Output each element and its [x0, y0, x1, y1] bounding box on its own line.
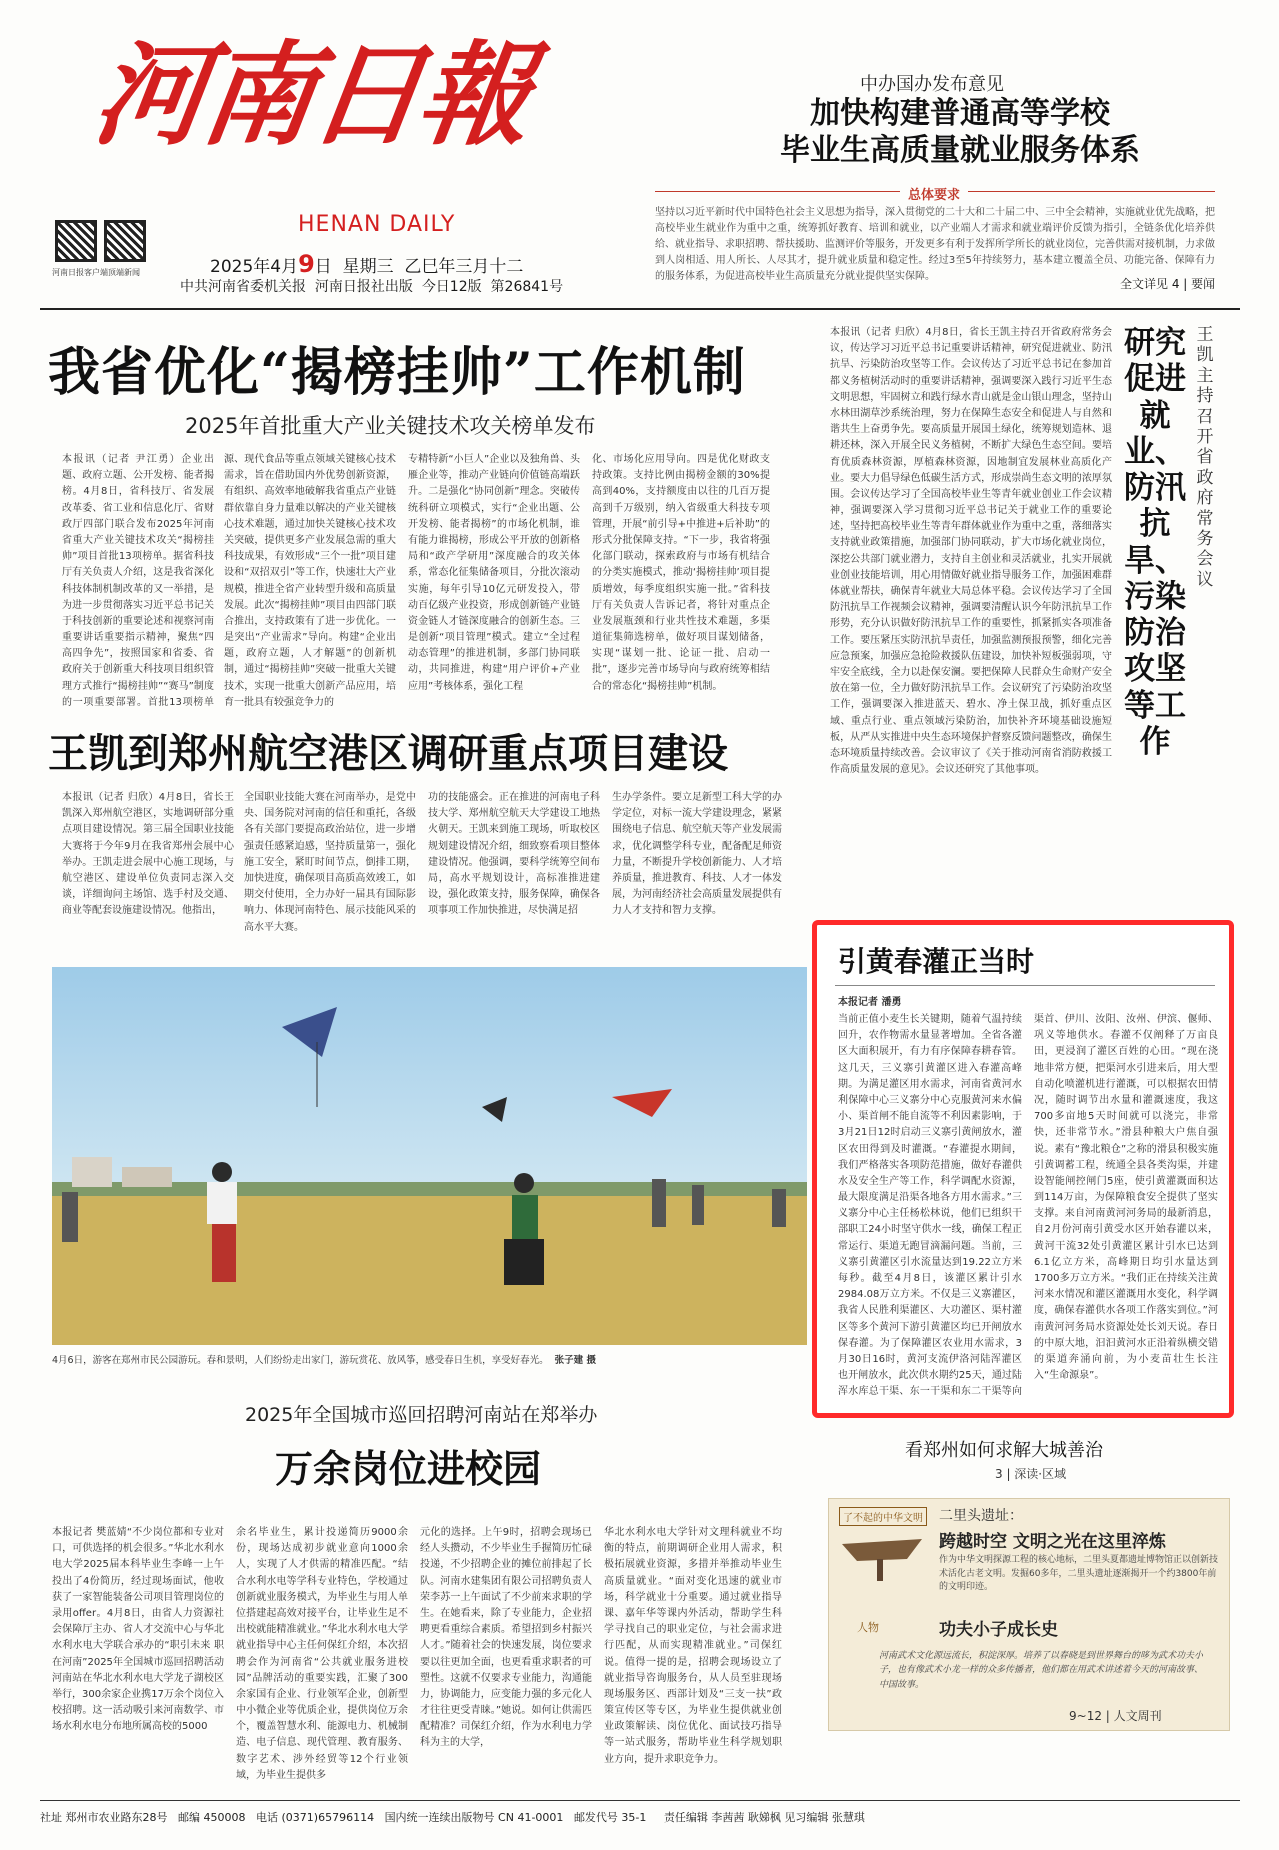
culture-tag: 了不起的中华文明	[839, 1507, 927, 1526]
sidebar-teaser[interactable]: 看郑州如何求解大城善治	[905, 1440, 1103, 1461]
story2-headline: 王凯到郑州航空港区调研重点项目建设	[48, 730, 728, 777]
masthead-subtitle: HENAN DAILY	[298, 212, 456, 237]
story5-body: 当前正值小麦生长关键期，随着气温持续回升，农作物需水量显著增加。全省各灌区大面积展开，有力有序保障春耕春管。这几天，三义寨引黄灌区进入春灌高峰期。为满足灌区用水需求，河南省黄河水利保障中心三义寨分中心克服黄河来水偏小、渠首闸不能自流等不利因素影响，于3月21日12时启动三义寨引黄闸放水，灌区农田得到及时灌溉。“春灌提水期间，我们严格落实各项防范措施，做好春灌供水及安全生产等工作，科学调配水资源，最大限度满足沿渠各地各方用水需求。”三义寨分中心主任杨松林说，他们已组织干部职工24小时坚守供水一线，确保工程正常运行、渠道无跑冒滴漏问题。当前，三义寨引黄灌区引水流量达到19.22立方米每秒。截至4月8日，该灌区累计引水2984.08万立方米。不仅是三义寨灌区，我省人民胜利渠灌区、大功灌区、渠村灌区等多个黄河下游引黄灌区均已开闸放水保春灌。为了保障灌区农业用水需求，3月30日16时，黄河支流伊洛河陆浑灌区也开闸放水，此次供水期约25天，通过陆浑水库总干渠、东一干渠和东二干渠等向渠首、伊川、汝阳、汝州、伊滨、偃师、巩义等地供水。春灌不仅阐释了万亩良田，更浸润了灌区百姓的心田。“现在浇地非常方便，把渠河水引进来后，用大型自动化喷灌机进行灌溉，可以根据农田情况，随时调节出水量和灌溉速度，我这700多亩地5天时间就可以浇完，非常快，还非常节水。”滑县种粮大户焦自强说。素有“豫北粮仓”之称的滑县积极实施引黄调蓄工程，统通全县各类沟渠，并建设智能闸控闸门5座，使引黄灌溉面积达到114万亩，为保障粮食安全提供了坚实支撑。来自河南黄河河务局的最新消息，自2月份河南引黄受水区开始春灌以来，黄河干流32处引黄灌区累计引水已达到6.1亿立方米，高峰期日均引水量达到1700多万立方米。“我们正在持续关注黄河来水情况和灌区灌溉用水变化，科学调度，确保春灌供水各项工作落实到位。”河南黄河河务局水资源处处长刘天说。春日的中原大地，汩汩黄河水正沿着纵横交错的渠道奔涌向前，为小麦苗壮生长注入“生命源泉”。	[838, 1014, 1218, 1398]
top-story-body: 坚持以习近平新时代中国特色社会主义思想为指导，深入贯彻党的二十大和二十届二中、三中全会精神，实施就业优先战略，把高校毕业生就业作为重中之重，统筹抓好教育、培训和就业，以产业端人才需求和就业端评价反馈为指引，全链条优化培养供给、就业指导、求职招聘、帮扶援助、监测评价等服务，开发更多有利于发挥所学所长的就业岗位，完善供需对接机制，力求做到人岗相适、用人所长、人尽其才，提升就业质量和稳定性。经过3至5年持续努力，基本建立覆盖全员、功能完备、保障有力的服务体系，为促进高校毕业生高质量充分就业提供坚实保障。	[655, 207, 1215, 282]
qr-caption: 河南日报客户端	[52, 268, 108, 277]
story1-column: 化、市场化应用导向。四是优化财政支持政策。支持比例由揭榜金额的30%提高到40%，支持额度由以往的几百万提高到千万级别，纳入省级重大科技专项管理，开展“前引导+中推进+后补助”的形式分批保障支持。“下一步，我省将强化部门联动，探索政府与市场有机结合的分类实施模式，推动‘揭榜挂帅’项目提质增效，每季度组织实施一批。”省科技厅有关负责人告诉记者，将针对重点企业发展瓶颈和行业共性技术难题，多渠道征集筛选榜单，做好项目谋划储备，实现“谋划一批、论证一批、启动一批”，逐步完善市场导向与政府统筹相结合的常态化“揭榜挂帅”机制。	[592, 454, 770, 692]
masthead-rule	[40, 308, 1240, 310]
story3-column: 华北水利水电大学针对文理科就业不均衡的特点，前期调研企业用人需求，积极拓展就业资源，多措并举推动毕业生高质量就业。“面对变化迅速的就业市场，科学就业十分重要。通过就业指导课、嘉年华等课内外活动，帮助学生科学寻找自己的职业定位，与社会需求进行匹配，从而实现精准就业。”司保红说。值得一提的是，招聘会现场设立了就业指导咨询服务台，从人员至驻现场现场服务区、西部计划及“三支一扶”政策宣传区等专区，为毕业生提供就业创业政策解读、岗位优化、面试技巧指导等一站式服务，帮助毕业生科学规划职业方向，提升求职竞争力。	[604, 1527, 782, 1765]
culture-panel	[828, 1498, 1230, 1731]
story4-body: 本报讯（记者 归欣）4月8日，省长王凯主持召开省政府常务会议，传达学习习近平总书记重要讲话精神，研究促进就业、防汛抗旱、污染防治攻坚等工作。会议传达了习近平总书记在参加首都义务植树活动时的重要讲话精神，强调要深入践行习近平生态文明思想，牢固树立和践行绿水青山就是金山银山理念，坚持山水林田湖草沙系统治理，努力在保障生态安全和促进人与自然和谐共生上奋勇争先。要高质量开展国土绿化，统筹规划造林、退耕还林，深入开展全民义务植树，不断扩大绿色生态空间。要培育优质森林资源，厚植森林资源，因地制宜发展林业高质化产业。要大力倡导绿色低碳生活方式，形成崇尚生态文明的浓厚氛围。会议传达学习了全国高校毕业生等青年就业创业工作会议精神，强调要深入学习贯彻习近平总书记关于就业工作的重要论述，坚持把高校毕业生等青年群体就业作为重中之重，落细落实支持就业政策措施，加强部门协同联动，扩大市场化就业岗位，深挖公共部门就业潜力，支持自主创业和灵活就业，扎实开展就业创业技能培训，用心用情做好就业指导服务工作，加强困难群体就业帮扶，确保青年就业大局总体平稳。会议传达学习了全国防汛抗旱工作视频会议精神，强调要清醒认识今年防汛抗旱工作形势，充分认识做好防汛抗旱工作的重要性，抓紧抓实各项准备工作。要压紧压实防汛抗旱责任，加强监测预报预警，细化完善应急预案，加强应急抢险救援队伍建设，加快补短板强弱项，守牢安全底线，全力以赴保安澜。要把保障人民群众生命财产安全放在第一位，全力做好防汛抗旱工作。会议研究了污染防治攻坚工作，强调要深入推进蓝天、碧水、净土保卫战，抓好重点区域、重点行业、重点领域污染防治，加快补齐环境基础设施短板，从严从实推进中央生态环境保护督察反馈问题整改，确保生态环境质量持续改善。会议审议了《关于推动河南省消防救援工作高质量发展的意见》。会议还研究了其他事项。	[830, 327, 1112, 776]
culture-page: 9~12 | 人文周刊	[1069, 1709, 1162, 1723]
photo-illustration	[52, 967, 807, 1345]
top-story-jump[interactable]: 全文详见 4 | 要闻	[1120, 277, 1216, 291]
story4-vertical-subhead: 王凯主持召开省政府常务会议	[1196, 325, 1214, 590]
story3-column: 本报记者 樊蓝婧“不少岗位都和专业对口，可供选择的机会很多。”华北水利水电大学2025届本科毕业生李峰一上午投出了4份简历，经过现场面试，他收获了一家智能装备公司项目管理岗位的录用offer。4月8日，由省人力资源社会保障厅主办、省人才交流中心与华北水利水电大学联合承办的“职引未来 职在河南”2025年全国城市巡回招聘活动河南站在华北水利水电大学龙子湖校区举行，300余家企业携17万余个岗位入校招聘。这一活动吸引来河南数学、市场水利水电分布地所属高校的5000	[52, 1527, 224, 1733]
story2-column: 生办学条件。要立足新型工科大学的办学定位，对标一流大学建设理念，紧紧围绕电子信息、航空航天等产业发展需求，优化调整学科专业，配备配足师资力量，不断提升学校创新能力、人才培养质量，推进教育、科技、人才一体发展，为河南经济社会高质量发展提供有力人才支持和智力支撑。	[612, 792, 782, 917]
dateline: 2025年4月9日 星期三 乙巳年三月十二	[210, 250, 524, 278]
story3-column: 元化的选择。上午9时，招聘会现场已经人头攒动，不少毕业生手握简历忙碌投递，不少招聘企业的摊位前排起了长队。河南水建集团有限公司招聘负责人荣李苏一上午面试了不少前来求职的学生。在她看来，除了专业能力，企业招聘更看重综合素质。希望招到乡村振兴人才。”随着社会的快速发展，岗位要求要以往更加全面，也更看重求职者的可塑性。这就不仅要求专业能力，沟通能力，协调能力，应变能力强的多元化人才往往更受青睐。”她说。如何让供需匹配精准？司保红介绍，作为水利电力学科为主的大学，	[420, 1527, 592, 1749]
publisher-line: 中共河南省委机关报 河南日报社出版 今日12版 第26841号	[180, 279, 564, 295]
people-title: 功夫小子成长史	[939, 1620, 1058, 1640]
story3-headline: 万余岗位进校园	[275, 1446, 542, 1491]
story4-vertical-title: 研究促进就业、防汛抗旱、污染防治攻坚等工作	[1124, 325, 1186, 760]
top-story-kicker: 中办国办发布意见	[860, 74, 1004, 95]
photo-caption: 4月6日，游客在郑州市民公园游玩。春和景明，人们纷纷走出家门，游玩赏花、放风筝，感受春日生机，享受好春光。 张子建 摄	[52, 1355, 596, 1366]
story5-byline: 本报记者 潘勇	[838, 997, 902, 1008]
qr-caption: 顶端新闻	[108, 268, 140, 277]
culture-title-1: 二里头遗址：	[939, 1508, 1023, 1524]
people-body: 河南武术文化源远流长，积淀深厚。培养了以春晓是到世界舞台的哆为武术功夫小子，也有像武术小龙一样的众多传播者，他们都在用武术讲述着今天的河南故事、中国故事。	[879, 1651, 1204, 1690]
sidebar-teaser-page: 3 | 深读·区域	[995, 1467, 1067, 1481]
bronze-vessel-icon	[837, 1529, 927, 1584]
park-kite-photo	[52, 967, 807, 1345]
qr-code-icon	[55, 220, 97, 262]
story3-subhead: 2025年全国城市巡回招聘河南站在郑举办	[245, 1404, 598, 1426]
culture-body: 作为中华文明探源工程的核心地标，二里头夏都遗址博物馆正以创新技术活化古老文明。发掘60多年，二里头遗址逐渐揭开一个约3800年前的文明印迹。	[939, 1555, 1219, 1592]
divider	[835, 985, 1215, 986]
top-story-section: 总体要求	[900, 184, 968, 203]
story1-column: 源、现代食品等重点领域关键核心技术需求，旨在借助国内外优势创新资源，有组织、高效率地破解我省重点产业链群依靠自身力量难以解决的产业关键核心技术难题，通过加快关键核心技术攻关突破，提供更多产业发展急需的重大科技成果，有效形成“三个一批”项目建设和“双招双引”等工作，快速壮大产业规模，推进全省产业转型升级和高质量发展。此次“揭榜挂帅”项目由四部门联合推出，支持政策有了进一步优化。一是突出“产业需求”导向。构建“企业出题，政府立题，人才解题”的创新机制，通过“揭榜挂帅”突破一批重大关键技术，实现一批重大创新产品应用，培育一批具有较强竞争力的	[224, 454, 396, 708]
story1-headline: 我省优化“揭榜挂帅”工作机制	[48, 342, 746, 403]
people-tag: 人物	[857, 1621, 879, 1634]
top-story-headline: 加快构建普通高等学校 毕业生高质量就业服务体系	[780, 96, 1140, 168]
qr-code-icon	[104, 220, 146, 262]
story2-column: 本报讯（记者 归欣）4月8日，省长王凯深入郑州航空港区，实地调研部分重点项目建设情况。第三届全国职业技能大赛将于今年9月在我省郑州会展中心举办。王凯走进会展中心施工现场，与航空港区、建设单位负责同志深入交谈，详细询问主场馆、选手村及交通、商业等配套设施建设情况。他指出，	[62, 792, 234, 917]
story2-column: 功的技能盛会。正在推进的河南电子科技大学、郑州航空航天大学建设工地热火朝天。王凯来到施工现场，听取校区规划建设情况介绍，细致察看项目整体建设情况。他强调，要科学统筹空间布局，高水平规划设计，高标准推进建设，强化政策支持，服务保障，确保各项事项工作加快推进，尽快满足招	[428, 792, 600, 917]
masthead-title: 河南日報	[85, 30, 537, 161]
culture-title-2: 跨越时空 文明之光在这里淬炼	[939, 1532, 1166, 1552]
story2-column: 全国职业技能大赛在河南举办，是党中央、国务院对河南的信任和重托，各级各有关部门要提高政治站位，进一步增强责任感紧迫感，坚持质量第一，强化施工安全，紧盯时间节点，倒排工期，加快进度，确保项目高质高效竣工，如期交付使用，全力办好一届具有国际影响力、体现河南特色、展示技能风采的高水平大赛。	[244, 792, 416, 933]
story5-headline: 引黄春灌正当时	[838, 945, 1035, 978]
story1-subhead: 2025年首批重大产业关键技术攻关榜单发布	[185, 414, 596, 438]
story1-column: 专精特新“小巨人”企业以及独角兽、头雁企业等，推动产业链向价值链高端跃升。二是强化“协同创新”理念。突破传统科研立项模式，实行“企业出题、公开发榜、能者揭榜”的市场化机制，谁有能力谁揭榜，形成公平开放的创新格局和“政产学研用”深度融合的攻关体系，常态化征集储备项目，分批次滚动实施，每年引导10亿元研发投入，带动百亿级产业投资，形成创新链产业链资金链人才链深度融合的创新生态。三是创新“项目管理”模式。建立“全过程动态管理”的推进机制，多部门协同联动，共同推进，构建“用户评价+产业应用”考核体系，强化工程	[408, 454, 580, 692]
story1-column: 本报讯（记者 尹江勇）企业出题、政府立题、公开发榜、能者揭榜。4月8日，省科技厅、省发展改革委、省工业和信息化厅、省财政厅四部门联合发布2025年河南省重大产业关键技术攻关“揭榜挂帅”项目首批13项榜单。据省科技厅有关负责人介绍，这是我省深化科技体制机制改革的又一举措，是为进一步贯彻落实习近平总书记关于科技创新的重要论述和视察河南重要讲话重要指示精神，聚焦“四高四争先”，按照国家和省委、省政府关于创新重大科技项目组织管理方式推行“揭榜挂帅”“赛马”制度的一项重要部署。首批13项榜单	[62, 454, 214, 708]
story3-column: 余名毕业生，累计投递简历9000余份，现场达成初步就业意向1000余人，实现了人才供需的精准匹配。“结合水利水电等学科专业特色，学校通过创新就业服务模式，为毕业生与用人单位搭建起高效对接平台，让毕业生足不出校就能精准就业。”华北水利水电大学就业指导中心主任何保红介绍，本次招聘会作为河南省“公共就业服务进校园”品牌活动的重要实践，汇聚了300余家国有企业、行业领军企业，创新型中小微企业等优质企业，提供岗位万余个，覆盖智慧水利、能源电力、机械制造、电子信息、现代管理、教育服务、数字艺术、涉外经贸等12个行业领域，为毕业生提供多	[236, 1527, 408, 1781]
footer: 社址 郑州市农业路东28号 邮编 450008 电话 (0371)65796114 国内统一连续出版物号 CN 41-0001 邮发代号 35-1 责任编辑 李茜茜 耿娣枫 见习编辑 张慧琪	[40, 1800, 1240, 1825]
